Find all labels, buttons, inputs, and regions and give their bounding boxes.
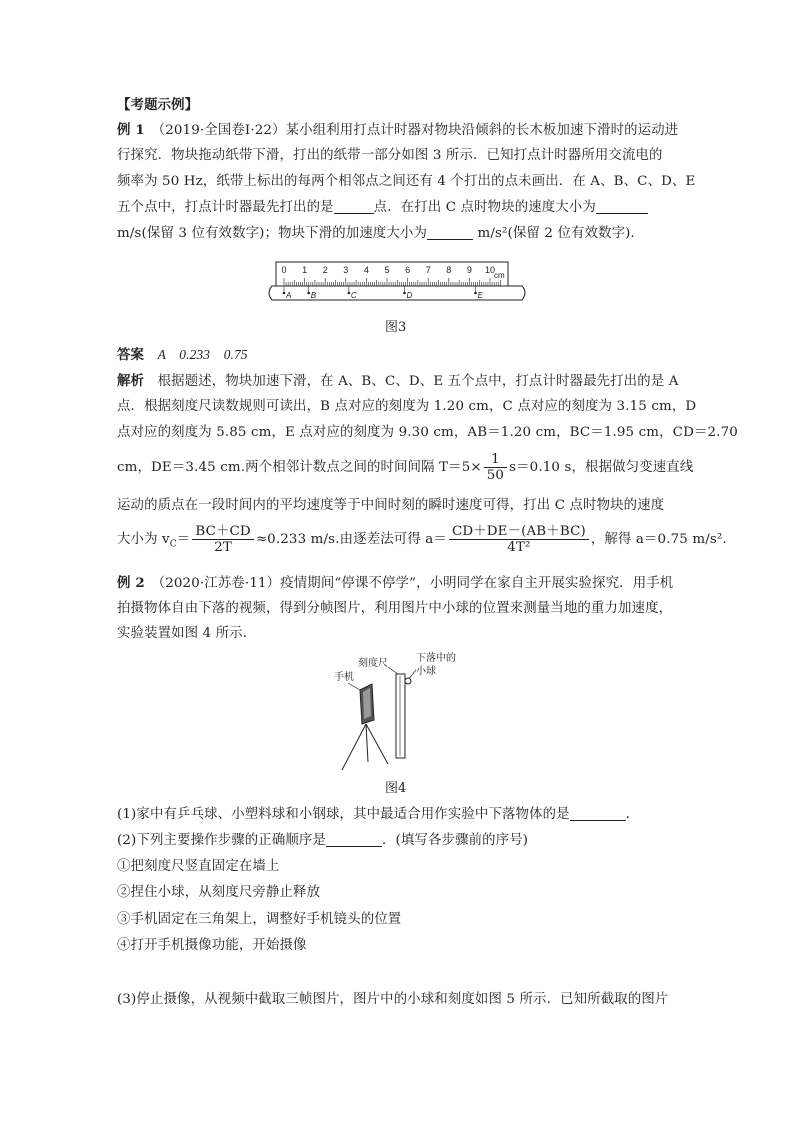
ruler-tick-label: 0 bbox=[281, 265, 287, 275]
question-1 bbox=[117, 803, 679, 827]
ruler-tick-label: 4 bbox=[363, 265, 369, 275]
analysis-text-6a: 大小为 v bbox=[117, 532, 170, 547]
tape-point-label: A bbox=[286, 291, 292, 300]
example-1-text-4a: 五个点中，打点计时器最先打出的是 bbox=[117, 200, 334, 215]
fraction-1-over-50 bbox=[484, 452, 507, 483]
tape-point-label: C bbox=[350, 291, 357, 300]
example-1-label: 例 1 bbox=[117, 122, 145, 138]
example-1-text-5b: m/s²(保留 2 位有效数字)． bbox=[477, 226, 645, 241]
answer-blank-3[interactable] bbox=[427, 225, 473, 240]
question-1-end: ． bbox=[625, 807, 640, 822]
example-1-line-2: 行探究．物块拖动纸带下滑，打出的纸带一部分如图 3 所示．已知打点计时器所用交流电的 bbox=[117, 148, 663, 163]
ruler-tick-label: 7 bbox=[425, 265, 431, 275]
answer-blank-q1[interactable] bbox=[570, 806, 626, 821]
ruler-tick-label: 5 bbox=[384, 265, 390, 275]
example-2-text-1: （2020·江苏卷·11）疫情期间“停课不停学”，小明同学在家自主开展实验探究．用手机 bbox=[158, 576, 674, 591]
step-2: ②捏住小球，从刻度尺旁静止释放 bbox=[117, 885, 321, 900]
example-2-label: 例 2 bbox=[117, 575, 145, 591]
analysis-text-6b: ＝ bbox=[176, 532, 191, 547]
tripod-leg-2 bbox=[366, 724, 368, 762]
tape-point-label: B bbox=[310, 291, 317, 300]
velocity-subscript: C bbox=[169, 539, 177, 550]
example-1-text-1: （2019·全国卷Ⅰ·22）某小组利用打点计时器对物块沿倾斜的长木板加速下滑时的运动进 bbox=[158, 123, 679, 138]
acceleration-denominator: 4T² bbox=[507, 540, 531, 555]
analysis-line-1 bbox=[117, 369, 679, 394]
ruler-unit-label: cm bbox=[494, 271, 505, 280]
ruler-tick-label: 9 bbox=[466, 265, 472, 275]
analysis-text-4b: s＝0.10 s，根据做匀变速直线 bbox=[509, 460, 694, 475]
tripod-leg-3 bbox=[366, 724, 388, 764]
acceleration-fraction bbox=[449, 524, 589, 555]
analysis-line-5: 运动的质点在一段时间内的平均速度等于中间时刻的瞬时速度可得，打出 C 点时物块的速度 bbox=[117, 498, 665, 513]
tape-point-label: E bbox=[477, 291, 483, 300]
analysis-label: 解析 bbox=[117, 373, 145, 389]
analysis-text-1: 根据题述，物块加速下滑，在 A、B、C、D、E 五个点中，打点计时器最先打出的是 A bbox=[157, 374, 679, 389]
velocity-numerator: BC＋CD bbox=[192, 524, 253, 540]
example-1-text-5a: m/s(保留 3 位有效数字)；物块下滑的加速度大小为 bbox=[117, 226, 428, 241]
ruler-tick-label: 6 bbox=[405, 265, 411, 275]
figure-4-caption: 图4 bbox=[385, 781, 407, 796]
ruler-tick-label: 2 bbox=[322, 265, 328, 275]
label-ball-1: 下落中的 bbox=[416, 653, 456, 664]
figure-3-caption: 图3 bbox=[385, 320, 407, 335]
analysis-line-4 bbox=[117, 452, 694, 484]
analysis-text-6d: ，解得 a＝0.75 m/s². bbox=[590, 532, 727, 547]
ruler-tick-label: 8 bbox=[446, 265, 452, 275]
step-4: ④打开手机摄像功能，开始摄像 bbox=[117, 938, 307, 953]
figure-4-apparatus bbox=[330, 650, 470, 772]
example-2-line-3: 实验装置如图 4 所示． bbox=[117, 626, 257, 641]
answer-blank-q2[interactable] bbox=[326, 832, 382, 847]
label-ball-2: 小球 bbox=[416, 666, 436, 677]
velocity-denominator: 2T bbox=[214, 540, 232, 555]
leader-line-ruler bbox=[388, 667, 398, 674]
velocity-fraction bbox=[192, 524, 253, 555]
leader-line-phone bbox=[348, 683, 360, 690]
question-2-text: (2)下列主要操作步骤的正确顺序是 bbox=[117, 833, 326, 848]
falling-ball bbox=[405, 678, 411, 684]
fraction-numerator: 1 bbox=[484, 452, 507, 468]
question-2-end: ．(填写各步骤前的序号) bbox=[382, 833, 529, 848]
ruler-tick-label: 3 bbox=[343, 265, 349, 275]
phone-screen bbox=[363, 688, 371, 719]
tape-point-label: D bbox=[406, 291, 413, 300]
section-header: 【考题示例】 bbox=[117, 97, 199, 113]
example-1-text-4b: 点．在打出 C 点时物块的速度大小为 bbox=[373, 200, 596, 215]
answer-values: A 0.233 0.75 bbox=[157, 347, 248, 362]
question-1-text: (1)家中有乒乓球、小塑料球和小钢球，其中最适合用作实验中下落物体的是 bbox=[117, 807, 570, 822]
example-2-line-2: 拍摄物体自由下落的视频，得到分帧图片，利用图片中小球的位置来测量当地的重力加速度， bbox=[117, 601, 673, 616]
answer-label: 答案 bbox=[117, 347, 145, 363]
analysis-line-3: 点对应的刻度为 5.85 cm，E 点对应的刻度为 9.30 cm，AB＝1.20 cm，BC＝1.95 cm，CD＝2.70 bbox=[117, 425, 738, 440]
example-1-line-1 bbox=[117, 118, 679, 143]
step-3: ③手机固定在三角架上，调整好手机镜头的位置 bbox=[117, 912, 402, 927]
figure-3-ruler-tape bbox=[266, 258, 532, 308]
example-1-line-5 bbox=[117, 222, 679, 246]
question-3: (3)停止摄像，从视频中截取三帧图片，图片中的小球和刻度如图 5 所示．已知所截取的图片 bbox=[117, 992, 669, 1007]
answer-blank-1[interactable] bbox=[334, 199, 374, 214]
answer-blank-2[interactable] bbox=[596, 199, 648, 214]
wall-ruler bbox=[396, 674, 405, 758]
question-2 bbox=[117, 829, 679, 853]
example-1-line-3: 频率为 50 Hz，纸带上标出的每两个相邻点之间还有 4 个打出的点未画出．在 A、B、C、D、E bbox=[117, 174, 696, 189]
fraction-denominator: 50 bbox=[486, 468, 505, 483]
acceleration-numerator: CD＋DE－(AB＋BC) bbox=[449, 524, 589, 540]
analysis-text-4a: cm，DE＝3.45 cm.两个相邻计数点之间的时间间隔 T＝5× bbox=[117, 460, 482, 475]
example-2-line-1 bbox=[117, 571, 679, 596]
label-phone: 手机 bbox=[334, 672, 354, 683]
answer-line bbox=[117, 343, 679, 368]
label-ruler: 刻度尺 bbox=[358, 658, 388, 669]
paper-tape bbox=[269, 286, 525, 300]
tripod-leg-1 bbox=[342, 724, 366, 770]
ruler-tick-label: 10 bbox=[484, 265, 496, 275]
analysis-line-6 bbox=[117, 524, 727, 561]
analysis-line-2: 点．根据刻度尺读数规则可读出，B 点对应的刻度为 1.20 cm，C 点对应的刻度为 3.15 cm，D bbox=[117, 399, 697, 414]
analysis-text-6c: ≈0.233 m/s.由逐差法可得 a＝ bbox=[255, 532, 447, 547]
ruler-tick-label: 1 bbox=[302, 265, 308, 275]
example-1-line-4 bbox=[117, 196, 679, 220]
step-1: ①把刻度尺竖直固定在墙上 bbox=[117, 859, 280, 874]
